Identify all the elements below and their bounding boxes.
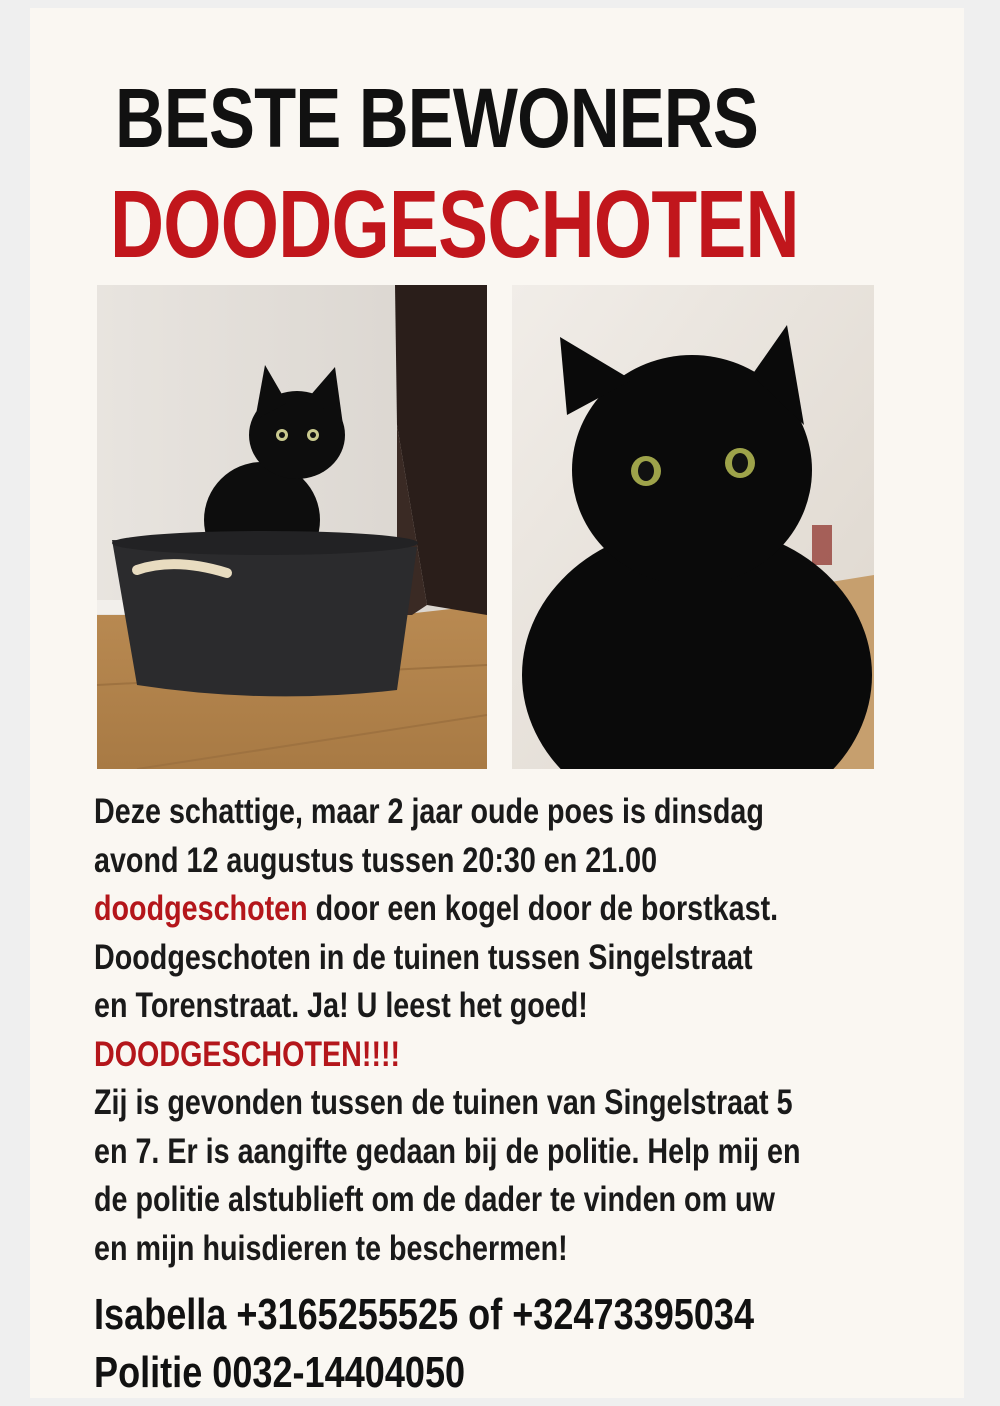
highlight-line: DOODGESCHOTEN!!!! (94, 1034, 401, 1074)
contact-info (94, 1286, 754, 1402)
body-line: avond 12 augustus tussen 20:30 en 21.00 (94, 840, 658, 880)
body-line: en mijn huisdieren te beschermen! (94, 1228, 568, 1268)
body-line: en Torenstraat. Ja! U leest het goed! (94, 986, 588, 1025)
poster-title-line2: DOODGESCHOTEN (110, 171, 799, 278)
body-line: Doodgeschoten in de tuinen tussen Singelstraat (94, 937, 753, 977)
body-line: en 7. Er is aangifte gedaan bij de politie. Help mij en (94, 1131, 801, 1171)
body-line (94, 885, 971, 934)
contact-police: Politie 0032-14404050 (94, 1348, 466, 1397)
cat-closeup-photo (512, 285, 874, 769)
body-line: de politie alstublieft om de dader te vinden om uw (94, 1180, 775, 1219)
contact-owner: Isabella +3165255525 of +32473395034 (94, 1290, 755, 1339)
body-line: Deze schattige, maar 2 jaar oude poes is dinsdag (94, 792, 764, 831)
body-line-rest: door een kogel door de borstkast. (307, 889, 779, 928)
highlight-text: doodgeschoten (94, 889, 308, 928)
poster-body-text (94, 788, 971, 1273)
body-line: Zij is gevonden tussen de tuinen van Singelstraat 5 (94, 1083, 793, 1122)
cat-in-basket-photo (97, 285, 487, 769)
poster-title-line1: BESTE BEWONERS (115, 71, 758, 165)
missing-pet-poster (30, 8, 964, 1398)
